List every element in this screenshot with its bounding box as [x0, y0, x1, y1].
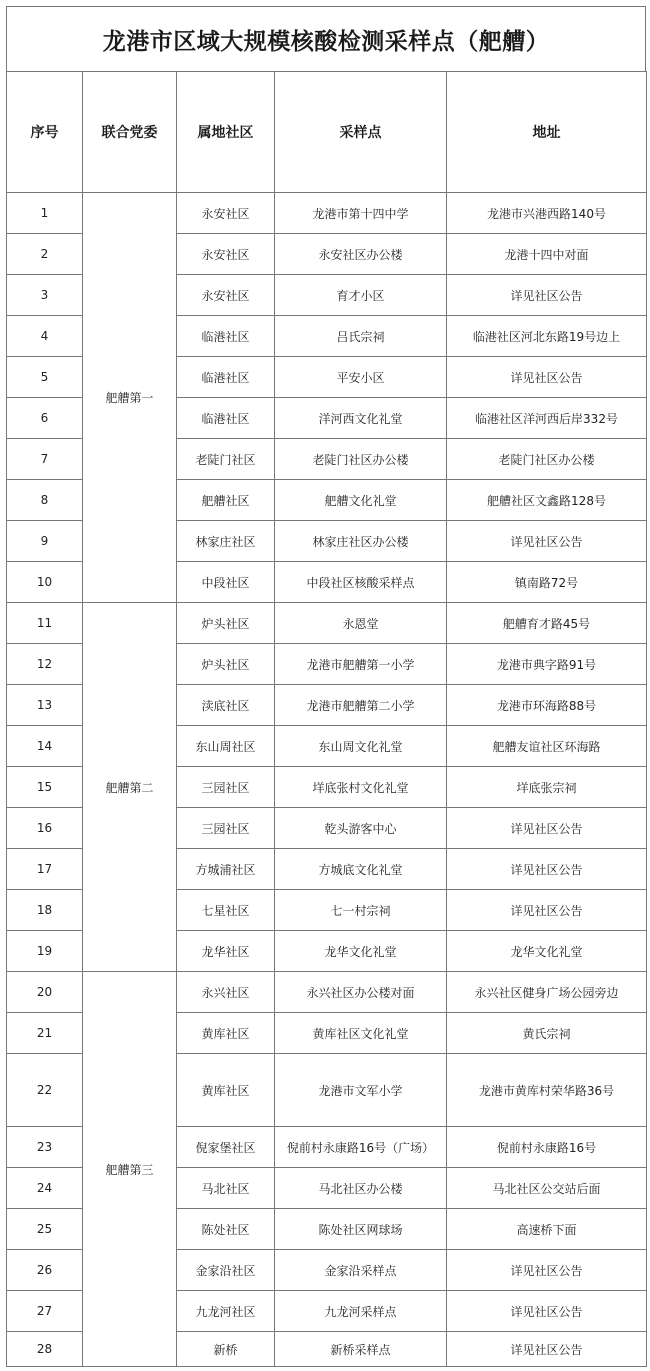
cell-address: 详见社区公告	[447, 521, 647, 562]
cell-site: 永安社区办公楼	[275, 234, 447, 275]
cell-address: 永兴社区健身广场公园旁边	[447, 972, 647, 1013]
cell-index: 22	[7, 1054, 83, 1127]
header-site: 采样点	[275, 72, 447, 193]
cell-community: 倪家堡社区	[177, 1127, 275, 1168]
cell-community: 东山周社区	[177, 726, 275, 767]
header-address: 地址	[447, 72, 647, 193]
table-row	[7, 972, 647, 1013]
cell-address: 详见社区公告	[447, 890, 647, 931]
cell-index: 5	[7, 357, 83, 398]
cell-index: 10	[7, 562, 83, 603]
cell-site: 老陡门社区办公楼	[275, 439, 447, 480]
cell-address: 详见社区公告	[447, 357, 647, 398]
cell-community: 林家庄社区	[177, 521, 275, 562]
cell-index: 12	[7, 644, 83, 685]
cell-site: 舥艚文化礼堂	[275, 480, 447, 521]
cell-community: 九龙河社区	[177, 1291, 275, 1332]
cell-index: 19	[7, 931, 83, 972]
cell-site: 永恩堂	[275, 603, 447, 644]
cell-committee: 舥艚第三	[83, 972, 177, 1367]
cell-community: 炉头社区	[177, 603, 275, 644]
page-title: 龙港市区域大规模核酸检测采样点（舥艚）	[6, 6, 646, 71]
table-row	[7, 193, 647, 234]
cell-community: 陈处社区	[177, 1209, 275, 1250]
cell-site: 林家庄社区办公楼	[275, 521, 447, 562]
cell-address: 详见社区公告	[447, 1250, 647, 1291]
cell-index: 11	[7, 603, 83, 644]
cell-address: 临港社区洋河西后岸332号	[447, 398, 647, 439]
cell-community: 金家沿社区	[177, 1250, 275, 1291]
table-row	[7, 603, 647, 644]
cell-index: 21	[7, 1013, 83, 1054]
cell-index: 6	[7, 398, 83, 439]
cell-site: 七一村宗祠	[275, 890, 447, 931]
header-community: 属地社区	[177, 72, 275, 193]
cell-community: 炉头社区	[177, 644, 275, 685]
cell-address: 龙港市典字路91号	[447, 644, 647, 685]
cell-committee: 舥艚第一	[83, 193, 177, 603]
cell-community: 龙华社区	[177, 931, 275, 972]
cell-index: 18	[7, 890, 83, 931]
cell-address: 详见社区公告	[447, 849, 647, 890]
cell-site: 龙港市文军小学	[275, 1054, 447, 1127]
cell-index: 15	[7, 767, 83, 808]
cell-site: 育才小区	[275, 275, 447, 316]
cell-address: 舥艚友谊社区环海路	[447, 726, 647, 767]
cell-index: 17	[7, 849, 83, 890]
cell-site: 马北社区办公楼	[275, 1168, 447, 1209]
cell-index: 20	[7, 972, 83, 1013]
cell-community: 方城浦社区	[177, 849, 275, 890]
cell-community: 渎底社区	[177, 685, 275, 726]
cell-site: 黄库社区文化礼堂	[275, 1013, 447, 1054]
cell-address: 倪前村永康路16号	[447, 1127, 647, 1168]
table-header-row	[7, 72, 647, 193]
cell-community: 永安社区	[177, 275, 275, 316]
cell-site: 平安小区	[275, 357, 447, 398]
cell-index: 14	[7, 726, 83, 767]
cell-site: 金家沿采样点	[275, 1250, 447, 1291]
cell-community: 永兴社区	[177, 972, 275, 1013]
cell-index: 16	[7, 808, 83, 849]
cell-site: 中段社区核酸采样点	[275, 562, 447, 603]
cell-index: 3	[7, 275, 83, 316]
cell-address: 龙港市黄库村荣华路36号	[447, 1054, 647, 1127]
cell-site: 吕氏宗祠	[275, 316, 447, 357]
cell-site: 陈处社区网球场	[275, 1209, 447, 1250]
cell-index: 8	[7, 480, 83, 521]
cell-community: 中段社区	[177, 562, 275, 603]
cell-committee: 舥艚第二	[83, 603, 177, 972]
cell-community: 舥艚社区	[177, 480, 275, 521]
header-index: 序号	[7, 72, 83, 193]
cell-address: 详见社区公告	[447, 808, 647, 849]
cell-site: 永兴社区办公楼对面	[275, 972, 447, 1013]
cell-index: 23	[7, 1127, 83, 1168]
cell-address: 垟底张宗祠	[447, 767, 647, 808]
cell-address: 详见社区公告	[447, 1332, 647, 1367]
cell-index: 7	[7, 439, 83, 480]
cell-community: 永安社区	[177, 193, 275, 234]
cell-index: 1	[7, 193, 83, 234]
cell-address: 详见社区公告	[447, 275, 647, 316]
cell-index: 9	[7, 521, 83, 562]
cell-site: 垟底张村文化礼堂	[275, 767, 447, 808]
cell-site: 龙港市舥艚第一小学	[275, 644, 447, 685]
cell-community: 老陡门社区	[177, 439, 275, 480]
cell-index: 28	[7, 1332, 83, 1367]
sampling-sites-table	[6, 71, 647, 1367]
table-body	[7, 193, 647, 1367]
cell-community: 临港社区	[177, 316, 275, 357]
cell-index: 27	[7, 1291, 83, 1332]
cell-community: 三园社区	[177, 767, 275, 808]
cell-site: 龙港市第十四中学	[275, 193, 447, 234]
cell-site: 方城底文化礼堂	[275, 849, 447, 890]
cell-address: 临港社区河北东路19号边上	[447, 316, 647, 357]
cell-site: 龙港市舥艚第二小学	[275, 685, 447, 726]
cell-community: 新桥	[177, 1332, 275, 1367]
cell-community: 黄库社区	[177, 1054, 275, 1127]
cell-site: 洋河西文化礼堂	[275, 398, 447, 439]
cell-site: 九龙河采样点	[275, 1291, 447, 1332]
cell-index: 2	[7, 234, 83, 275]
cell-address: 黄氏宗祠	[447, 1013, 647, 1054]
cell-site: 倪前村永康路16号（广场）	[275, 1127, 447, 1168]
cell-community: 临港社区	[177, 357, 275, 398]
cell-address: 老陡门社区办公楼	[447, 439, 647, 480]
cell-community: 永安社区	[177, 234, 275, 275]
cell-index: 4	[7, 316, 83, 357]
cell-address: 龙港十四中对面	[447, 234, 647, 275]
cell-address: 龙港市环海路88号	[447, 685, 647, 726]
cell-address: 详见社区公告	[447, 1291, 647, 1332]
cell-community: 马北社区	[177, 1168, 275, 1209]
cell-index: 24	[7, 1168, 83, 1209]
cell-address: 高速桥下面	[447, 1209, 647, 1250]
cell-index: 26	[7, 1250, 83, 1291]
cell-site: 乾头游客中心	[275, 808, 447, 849]
document-sheet	[6, 6, 646, 1367]
cell-index: 25	[7, 1209, 83, 1250]
cell-address: 舥艚育才路45号	[447, 603, 647, 644]
header-committee: 联合党委	[83, 72, 177, 193]
cell-site: 东山周文化礼堂	[275, 726, 447, 767]
cell-community: 黄库社区	[177, 1013, 275, 1054]
cell-community: 七星社区	[177, 890, 275, 931]
cell-address: 马北社区公交站后面	[447, 1168, 647, 1209]
cell-community: 三园社区	[177, 808, 275, 849]
cell-index: 13	[7, 685, 83, 726]
cell-address: 镇南路72号	[447, 562, 647, 603]
cell-address: 龙港市兴港西路140号	[447, 193, 647, 234]
cell-address: 龙华文化礼堂	[447, 931, 647, 972]
cell-site: 龙华文化礼堂	[275, 931, 447, 972]
cell-site: 新桥采样点	[275, 1332, 447, 1367]
cell-community: 临港社区	[177, 398, 275, 439]
cell-address: 舥艚社区文鑫路128号	[447, 480, 647, 521]
